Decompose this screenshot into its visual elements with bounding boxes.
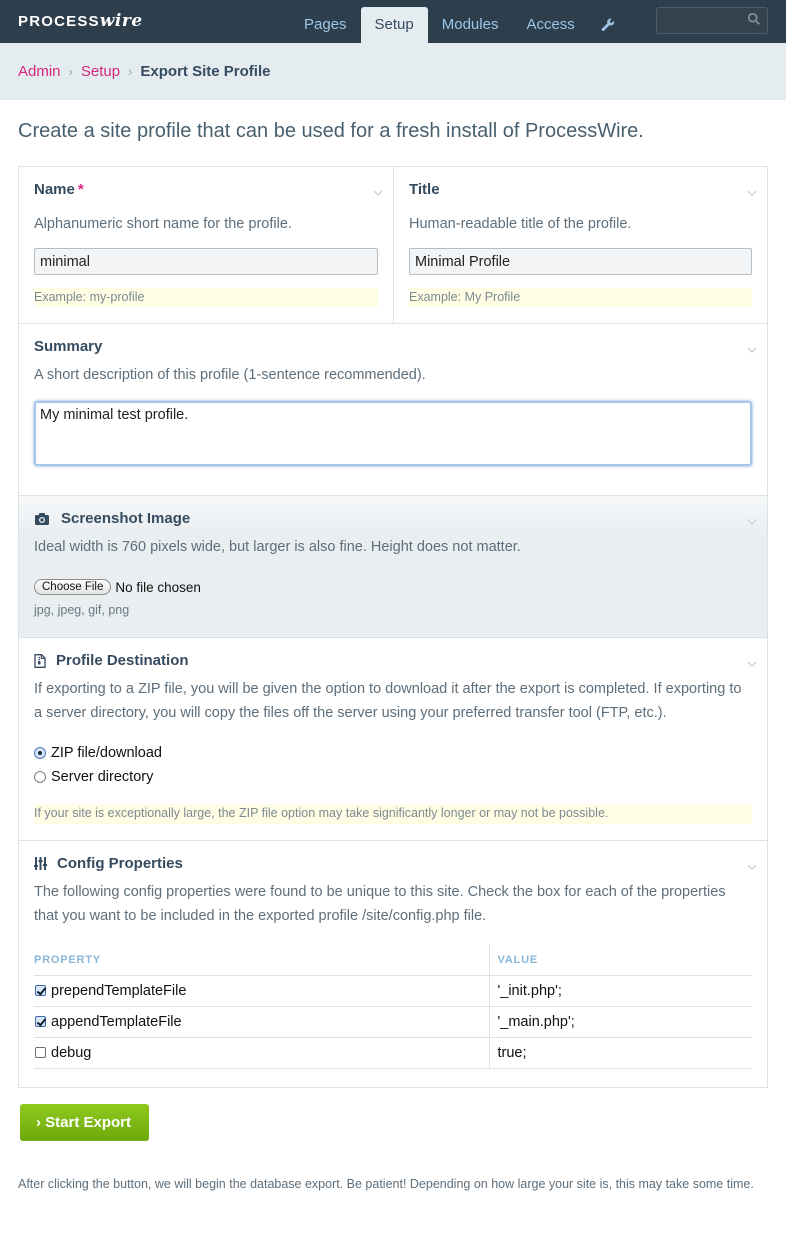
breadcrumb-setup[interactable]: Setup (80, 63, 121, 80)
screenshot-description: Ideal width is 760 pixels wide, but larger is also fine. Height does not matter. (34, 539, 521, 555)
collapse-toggle-icon[interactable] (747, 656, 757, 672)
required-mark: * (77, 181, 84, 198)
checkbox-debug[interactable] (35, 1047, 46, 1058)
option-zip[interactable] (34, 741, 752, 765)
summary-textarea[interactable] (34, 401, 752, 466)
option-server-label: Server directory (51, 769, 154, 785)
summary-field (19, 324, 767, 495)
nav-setup[interactable]: Setup (361, 7, 428, 43)
destination-description: If exporting to a ZIP file, you will be given the option to download it after the export is completed. If exporting to a server directory, you will copy the files off the server using your preferred transfer tool (FTP, etc.). (34, 681, 742, 721)
logo-text-process: PROCESS (18, 13, 100, 30)
footer-note: After clicking the button, we will begin the database export. Be patient! Depending on how large your site is, this may take some time. (18, 1176, 754, 1191)
table-row (34, 975, 752, 1006)
config-description: The following config properties were found to be unique to this site. Check the box for each of the properties that you want to be included in the exported profile /site/config.php file. (34, 884, 726, 924)
start-export-button[interactable] (20, 1104, 149, 1141)
processwire-logo[interactable] (18, 11, 143, 31)
masthead (0, 0, 786, 43)
chevron-right-icon: › (36, 1113, 41, 1131)
search-input[interactable] (657, 8, 747, 33)
config-row (19, 841, 767, 1087)
property-cell: debug (34, 1037, 489, 1068)
file-status: No file chosen (115, 579, 201, 595)
breadcrumb-admin[interactable]: Admin (18, 63, 61, 80)
summary-row (19, 324, 767, 496)
value-cell: '_main.php'; (489, 1006, 752, 1037)
search-box (656, 7, 768, 34)
column-property[interactable]: PROPERTY (34, 944, 489, 975)
destination-row (19, 638, 767, 841)
breadcrumb (0, 43, 786, 100)
value-cell: true; (489, 1037, 752, 1068)
screenshot-label: Screenshot Image (34, 510, 752, 527)
search-icon[interactable] (747, 12, 761, 29)
collapse-toggle-icon[interactable] (747, 342, 757, 358)
property-cell: appendTemplateFile (34, 1006, 489, 1037)
config-field (19, 841, 767, 1087)
destination-notes: If your site is exceptionally large, the ZIP file option may take significantly longer or may not be possible. (34, 804, 752, 824)
destination-options (34, 741, 752, 789)
table-row (34, 1006, 752, 1037)
page-title: Export Site Profile (140, 63, 271, 80)
collapse-toggle-icon[interactable] (747, 859, 757, 875)
name-title-row (19, 167, 767, 324)
sliders-icon (34, 857, 47, 870)
nav-access[interactable]: Access (526, 16, 575, 33)
destination-label: Profile Destination (34, 652, 752, 669)
checkbox-append[interactable] (35, 1016, 46, 1027)
start-export-label: Start Export (45, 1113, 132, 1131)
chevron-right-icon: › (68, 64, 73, 79)
collapse-toggle-icon[interactable] (747, 185, 757, 201)
logo-text-wire: wire (99, 11, 143, 31)
value-cell: '_init.php'; (489, 975, 752, 1006)
file-types: jpg, jpeg, gif, png (34, 603, 130, 617)
name-field (19, 167, 393, 323)
nav-modules[interactable]: Modules (441, 16, 499, 33)
summary-label: Summary (34, 338, 103, 355)
title-description: Human-readable title of the profile. (409, 216, 632, 232)
title-label: Title (409, 181, 440, 198)
title-notes: Example: My Profile (409, 288, 752, 307)
column-value[interactable]: VALUE (489, 944, 752, 975)
camera-icon (35, 513, 49, 525)
nav-pages[interactable]: Pages (304, 16, 347, 33)
title-input[interactable] (409, 248, 752, 275)
name-label: Name * (34, 181, 84, 198)
screenshot-row (19, 496, 767, 638)
summary-description: A short description of this profile (1-sentence recommended). (34, 367, 426, 383)
option-zip-label: ZIP file/download (51, 745, 162, 761)
collapse-toggle-icon[interactable] (373, 185, 383, 201)
screenshot-field (19, 496, 767, 637)
file-upload (34, 579, 752, 595)
destination-field (19, 638, 767, 840)
collapse-toggle-icon[interactable] (747, 514, 757, 530)
chevron-right-icon: › (128, 64, 133, 79)
choose-file-button[interactable]: Choose File (34, 579, 111, 595)
config-table (34, 944, 752, 1069)
main-nav (290, 7, 627, 43)
title-field (393, 167, 767, 323)
nav-tools[interactable] (589, 7, 627, 43)
property-cell: prependTemplateFile (34, 975, 489, 1006)
name-notes: Example: my-profile (34, 288, 378, 307)
name-input[interactable] (34, 248, 378, 275)
checkbox-prepend[interactable] (35, 985, 46, 996)
submit-area (0, 1088, 786, 1141)
radio-server[interactable] (34, 771, 46, 783)
export-form (18, 166, 768, 1088)
option-server[interactable] (34, 765, 752, 789)
intro-text: Create a site profile that can be used for a fresh install of ProcessWire. (18, 120, 644, 142)
radio-zip[interactable] (34, 747, 46, 759)
file-zip-icon (34, 654, 46, 668)
table-row (34, 1037, 752, 1068)
name-description: Alphanumeric short name for the profile. (34, 216, 292, 232)
config-label: Config Properties (34, 855, 752, 872)
wrench-icon (601, 18, 615, 32)
